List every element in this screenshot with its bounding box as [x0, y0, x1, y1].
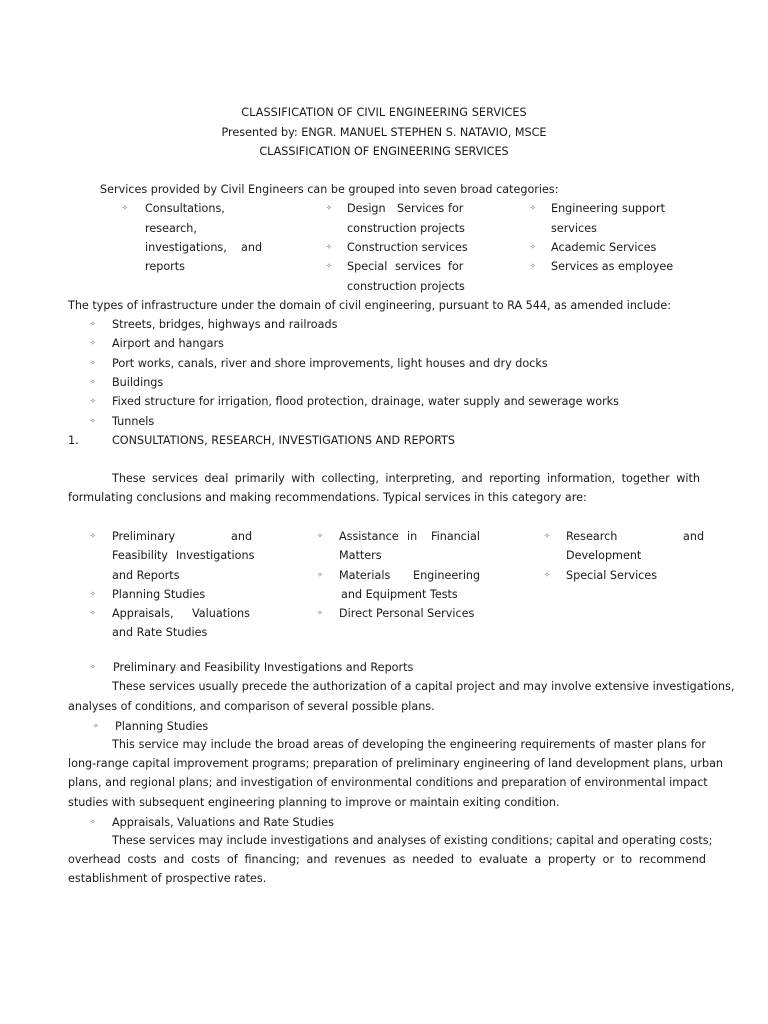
service-text: Development: [566, 549, 642, 562]
paragraph-line: long-range capital improvement programs; preparation of preliminary engineering of land development plans, urban: [68, 757, 724, 770]
bullet-icon: ✧: [544, 570, 550, 579]
bullet-icon: ✧: [90, 590, 96, 598]
category-text: for: [448, 202, 464, 215]
bullet-icon: ✧: [90, 817, 96, 826]
infrastructure-item: Streets, bridges, highways and railroads: [112, 318, 338, 331]
service-text: Investigations: [176, 549, 255, 562]
category-text: for: [448, 260, 464, 273]
paragraph-line: These services usually precede the authorization of a capital project and may involve extensive investigations,: [112, 680, 735, 693]
service-text: Planning Studies: [112, 588, 206, 601]
paragraph-line: These services may include investigations and analyses of existing conditions; capital and operating costs;: [112, 834, 713, 847]
bullet-icon: ✧: [530, 242, 536, 251]
subsection-heading: Appraisals, Valuations and Rate Studies: [112, 815, 334, 829]
service-text: and: [231, 530, 253, 543]
category-text: Design: [347, 202, 386, 215]
category-text: services: [395, 260, 441, 273]
service-text: Appraisals,: [112, 607, 174, 620]
intro-text: Services provided by Civil Engineers can be grouped into seven broad categories:: [100, 183, 559, 196]
section-number: 1.: [68, 433, 79, 447]
infrastructure-item: Tunnels: [112, 414, 155, 428]
bullet-icon: ✧: [326, 242, 332, 251]
paragraph-line: This service may include the broad areas of developing the engineering requirements of master plans for: [112, 738, 706, 751]
service-text: Valuations: [192, 607, 250, 620]
bullet-icon: ✧: [90, 397, 96, 405]
bullet-icon: ✧: [90, 416, 96, 425]
bullet-icon: ✧: [90, 663, 96, 671]
category-text: Services as employee: [551, 260, 674, 273]
bullet-icon: ✧: [122, 204, 128, 212]
section-paragraph: [112, 469, 700, 488]
category-text: Engineering: [551, 202, 619, 215]
infrastructure-intro: The types of infrastructure under the domain of civil engineering, pursuant to RA 544, as amended include:: [68, 298, 672, 312]
paragraph-line: plans, and regional plans; and investigation of environmental conditions and preparation of environmental impact: [68, 776, 708, 790]
bullet-icon: ✧: [90, 358, 96, 367]
category-text: construction projects: [347, 279, 465, 293]
subsection-paragraph: [112, 735, 706, 754]
subsection-paragraph: [112, 831, 713, 850]
subsection-paragraph: [112, 677, 735, 696]
category-text: Academic Services: [551, 240, 657, 254]
subsection-heading: Preliminary and Feasibility Investigations and Reports: [113, 661, 414, 674]
service-text: Engineering: [413, 568, 481, 582]
service-text: and: [683, 530, 705, 543]
category-text: support: [622, 202, 665, 215]
bullet-icon: ✧: [317, 532, 323, 540]
category-text: reports: [145, 260, 185, 273]
category-text: Consultations,: [145, 202, 225, 215]
category-text: research,: [145, 221, 197, 235]
service-text: in: [407, 530, 418, 543]
service-text: Preliminary: [112, 530, 176, 543]
bullet-icon: ✧: [544, 532, 550, 540]
paragraph-line: establishment of prospective rates.: [68, 872, 267, 886]
paragraph-line: overhead costs and costs of financing; and revenues as needed to evaluate a property or to recommend: [68, 853, 706, 866]
section-heading: CONSULTATIONS, RESEARCH, INVESTIGATIONS AND REPORTS: [112, 433, 455, 447]
bullet-icon: ✧: [90, 339, 96, 347]
paragraph-line: studies with subsequent engineering planning to improve or maintain exiting condition.: [68, 795, 560, 809]
bullet-icon: ✧: [90, 378, 96, 386]
infrastructure-item: Port works, canals, river and shore improvements, light houses and dry docks: [112, 356, 548, 370]
bullet-icon: ✧: [326, 262, 332, 270]
bullet-icon: ✧: [93, 721, 99, 730]
paragraph-line: formulating conclusions and making recommendations. Typical services in this category are:: [68, 491, 587, 504]
service-text: Direct Personal Services: [339, 607, 475, 620]
document-title: CLASSIFICATION OF CIVIL ENGINEERING SERVICES: [241, 106, 527, 119]
service-text: Feasibility: [112, 549, 168, 562]
subsection-paragraph: [68, 754, 724, 812]
service-text: Assistance: [339, 530, 399, 543]
service-text: Special Services: [566, 568, 658, 582]
infrastructure-item: Fixed structure for irrigation, flood protection, drainage, water supply and sewerage works: [112, 395, 619, 408]
section-title: CLASSIFICATION OF ENGINEERING SERVICES: [259, 145, 509, 158]
bullet-icon: ✧: [317, 570, 323, 579]
category-text: construction projects: [347, 221, 465, 235]
bullet-icon: ✧: [90, 320, 96, 328]
subsection-heading: Planning Studies: [115, 719, 209, 733]
paragraph-line: These services deal primarily with collecting, interpreting, and reporting information, together with: [112, 472, 700, 485]
paragraph-line: analyses of conditions, and comparison of several possible plans.: [68, 699, 435, 713]
infrastructure-item: Airport and hangars: [112, 337, 224, 350]
category-text: investigations,: [145, 240, 227, 254]
service-text: Matters: [339, 549, 382, 562]
service-text: Materials: [339, 568, 391, 582]
infrastructure-item: Buildings: [112, 376, 164, 389]
service-text: and Rate Studies: [112, 626, 208, 639]
category-text: Special: [347, 260, 388, 273]
category-text: Services: [397, 202, 445, 215]
service-text: Financial: [431, 530, 480, 543]
category-text: services: [551, 221, 597, 235]
presenter-line: Presented by: ENGR. MANUEL STEPHEN S. NATAVIO, MSCE: [221, 125, 547, 139]
service-text: and Reports: [112, 568, 180, 582]
bullet-icon: ✧: [326, 204, 332, 212]
bullet-icon: ✧: [90, 609, 96, 617]
bullet-icon: ✧: [530, 204, 536, 212]
service-text: Research: [566, 530, 618, 543]
subsection-paragraph: [68, 850, 706, 889]
service-text: and Equipment Tests: [341, 588, 458, 601]
bullet-icon: ✧: [317, 609, 323, 617]
category-text: Construction services: [347, 240, 468, 254]
category-text: and: [241, 240, 263, 254]
bullet-icon: ✧: [90, 532, 96, 540]
bullet-icon: ✧: [530, 262, 536, 270]
